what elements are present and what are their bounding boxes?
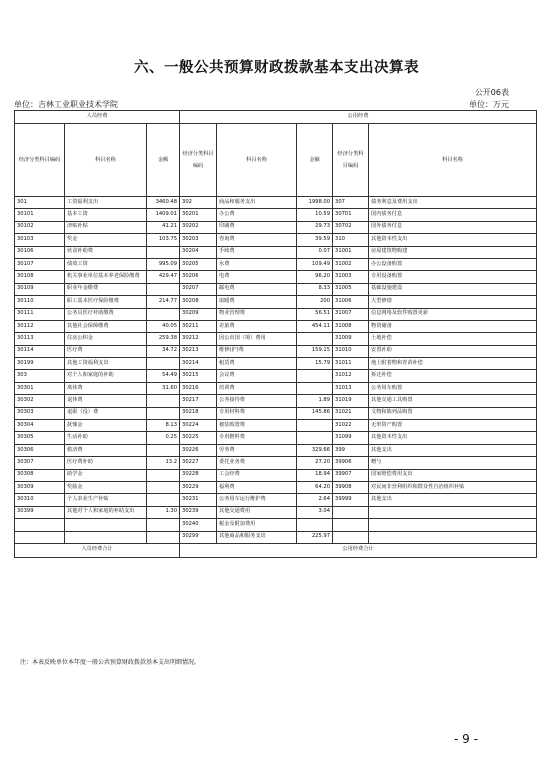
name-cell: 文物和陈列品购置 xyxy=(369,407,537,419)
name-cell: 伙食补助费 xyxy=(65,246,147,258)
amount-cell: 3.04 xyxy=(297,506,333,518)
name-cell: 公务用车购置 xyxy=(369,382,537,394)
code-cell: 30209 xyxy=(180,308,217,320)
name-cell: 其他交通工具购置 xyxy=(369,395,537,407)
table-row xyxy=(15,407,537,419)
code-cell: 30308 xyxy=(15,469,65,481)
amount-cell xyxy=(297,420,333,432)
amount-cell xyxy=(147,444,180,456)
amount-cell: 214.77 xyxy=(147,296,180,308)
name-cell: 住房公积金 xyxy=(65,333,147,345)
header-name: 科目名称 xyxy=(65,124,147,197)
name-cell: 物业管理费 xyxy=(217,308,297,320)
code-cell: 31099 xyxy=(333,432,369,444)
expenditure-table xyxy=(14,110,537,558)
name-cell: 医疗费 xyxy=(65,345,147,357)
name-cell: 债务利息及费用支出 xyxy=(369,197,537,209)
amount-cell xyxy=(147,519,180,531)
code-cell: 31011 xyxy=(333,358,369,370)
code-cell: 30114 xyxy=(15,345,65,357)
code-cell: 30218 xyxy=(180,407,217,419)
amount-cell: 0.25 xyxy=(147,432,180,444)
code-cell: 30228 xyxy=(180,469,217,481)
code-cell: 301 xyxy=(15,197,65,209)
name-cell: 物资储备 xyxy=(369,320,537,332)
code-cell: 30224 xyxy=(180,420,217,432)
table-body xyxy=(15,197,537,544)
code-cell: 30199 xyxy=(15,358,65,370)
name-cell: 其他资本性支出 xyxy=(369,432,537,444)
code-cell: 31012 xyxy=(333,370,369,382)
name-cell: 职工基本医疗保险缴费 xyxy=(65,296,147,308)
amount-cell: 27.20 xyxy=(297,457,333,469)
amount-cell: 454.11 xyxy=(297,320,333,332)
amount-cell xyxy=(147,494,180,506)
amount-cell xyxy=(297,519,333,531)
name-cell: 津贴补贴 xyxy=(65,221,147,233)
table-row xyxy=(15,469,537,481)
name-cell: 奖金 xyxy=(65,234,147,246)
code-cell: 31010 xyxy=(333,345,369,357)
amount-cell: 96.20 xyxy=(297,271,333,283)
public-header: 公用经费 xyxy=(180,111,537,124)
name-cell: 对个人和家庭的补助 xyxy=(65,370,147,382)
name-cell: 公务接待费 xyxy=(217,395,297,407)
code-cell: 30702 xyxy=(333,221,369,233)
name-cell xyxy=(369,506,537,518)
amount-cell: 995.09 xyxy=(147,258,180,270)
table-row xyxy=(15,494,537,506)
name-cell: 工资福利支出 xyxy=(65,197,147,209)
name-cell: 邮电费 xyxy=(217,283,297,295)
name-cell: 手续费 xyxy=(217,246,297,258)
name-cell: 退职（役）费 xyxy=(65,407,147,419)
code-cell: 307 xyxy=(333,197,369,209)
name-cell: 国外债务付息 xyxy=(369,221,537,233)
amount-cell: 64.20 xyxy=(297,481,333,493)
name-cell: 国内债务付息 xyxy=(369,209,537,221)
amount-cell: 225.97 xyxy=(297,531,333,543)
code-cell: 30304 xyxy=(15,420,65,432)
amount-cell xyxy=(147,395,180,407)
name-cell: 公务员医疗补助缴费 xyxy=(65,308,147,320)
code-cell: 39908 xyxy=(333,481,369,493)
code-cell: 31001 xyxy=(333,246,369,258)
amount-cell: 1.89 xyxy=(297,395,333,407)
code-cell: 30102 xyxy=(15,221,65,233)
code-cell: 30108 xyxy=(15,271,65,283)
amount-cell: 54.49 xyxy=(147,370,180,382)
amount-cell xyxy=(147,246,180,258)
code-cell: 30212 xyxy=(180,333,217,345)
code-cell xyxy=(333,506,369,518)
table-row xyxy=(15,519,537,531)
table-row xyxy=(15,308,537,320)
amount-cell xyxy=(147,308,180,320)
name-cell: 赠与 xyxy=(369,457,537,469)
code-cell xyxy=(15,519,65,531)
name-cell: 国家赔偿费用支出 xyxy=(369,469,537,481)
code-cell: 30113 xyxy=(15,333,65,345)
code-cell: 30217 xyxy=(180,395,217,407)
code-cell: 30207 xyxy=(180,283,217,295)
code-cell: 30309 xyxy=(15,481,65,493)
code-cell: 30107 xyxy=(15,258,65,270)
code-cell: 30101 xyxy=(15,209,65,221)
amount-cell: 259.38 xyxy=(147,333,180,345)
name-cell: 房屋建筑物购建 xyxy=(369,246,537,258)
amount-cell xyxy=(297,432,333,444)
amount-cell: 13.2 xyxy=(147,457,180,469)
amount-cell xyxy=(147,407,180,419)
name-cell xyxy=(65,531,147,543)
name-cell: 取暖费 xyxy=(217,296,297,308)
code-cell xyxy=(15,531,65,543)
code-cell: 303 xyxy=(15,370,65,382)
header-amount: 金额 xyxy=(297,124,333,197)
name-cell: 拆迁补偿 xyxy=(369,370,537,382)
amount-cell: 39.59 xyxy=(297,234,333,246)
code-cell: 30110 xyxy=(15,296,65,308)
name-cell: 助学金 xyxy=(65,469,147,481)
code-cell: 30229 xyxy=(180,481,217,493)
header-name: 科目名称 xyxy=(217,124,297,197)
name-cell: 地上附着物和青苗补偿 xyxy=(369,358,537,370)
code-cell: 31007 xyxy=(333,308,369,320)
amount-cell: 200 xyxy=(297,296,333,308)
table-row xyxy=(15,234,537,246)
name-cell: 工会经费 xyxy=(217,469,297,481)
name-cell: 离休费 xyxy=(65,382,147,394)
table-row xyxy=(15,197,537,209)
name-cell: 被装购置费 xyxy=(217,420,297,432)
table-row xyxy=(15,296,537,308)
amount-cell: 40.05 xyxy=(147,320,180,332)
code-cell: 39999 xyxy=(333,494,369,506)
name-cell: 公务用车运行维护费 xyxy=(217,494,297,506)
amount-cell xyxy=(147,283,180,295)
code-cell: 31019 xyxy=(333,395,369,407)
name-cell: 医疗费补助 xyxy=(65,457,147,469)
name-cell: 专用燃料费 xyxy=(217,432,297,444)
code-cell: 39906 xyxy=(333,457,369,469)
code-cell: 30240 xyxy=(180,519,217,531)
amount-cell: 18.94 xyxy=(297,469,333,481)
amount-cell: 34.72 xyxy=(147,345,180,357)
name-cell: 会议费 xyxy=(217,370,297,382)
name-cell: 其他交通费用 xyxy=(217,506,297,518)
name-cell: 对民间非营利组织和群众性自治组织补贴 xyxy=(369,481,537,493)
amount-cell: 56.51 xyxy=(297,308,333,320)
name-cell: 其他支出 xyxy=(369,494,537,506)
amount-cell: 0.07 xyxy=(297,246,333,258)
currency-unit: 单位：万元 xyxy=(469,100,509,109)
code-cell: 30213 xyxy=(180,345,217,357)
code-cell: 31006 xyxy=(333,296,369,308)
table-row xyxy=(15,506,537,518)
header-code: 经济分类科目编码 xyxy=(15,124,65,197)
code-cell: 31003 xyxy=(333,271,369,283)
name-cell: 大型修缮 xyxy=(369,296,537,308)
amount-cell: 109.49 xyxy=(297,258,333,270)
code-cell: 31022 xyxy=(333,420,369,432)
name-cell: 基础设施建设 xyxy=(369,283,537,295)
name-cell: 印刷费 xyxy=(217,221,297,233)
code-cell: 30239 xyxy=(180,506,217,518)
code-cell: 30103 xyxy=(15,234,65,246)
table-row xyxy=(15,358,537,370)
name-cell: 退休费 xyxy=(65,395,147,407)
code-cell: 30227 xyxy=(180,457,217,469)
name-cell: 土地补偿 xyxy=(369,333,537,345)
amount-cell: 145.86 xyxy=(297,407,333,419)
code-cell: 31008 xyxy=(333,320,369,332)
amount-cell xyxy=(147,481,180,493)
code-cell: 30211 xyxy=(180,320,217,332)
name-cell: 因公出国（境）费用 xyxy=(217,333,297,345)
name-cell: 抚恤金 xyxy=(65,420,147,432)
code-cell: 30109 xyxy=(15,283,65,295)
amount-cell xyxy=(297,333,333,345)
code-cell: 30226 xyxy=(180,444,217,456)
name-cell: 其他社会保障缴费 xyxy=(65,320,147,332)
name-cell: 专用设备购置 xyxy=(369,271,537,283)
table-row xyxy=(15,283,537,295)
code-cell: 31013 xyxy=(333,382,369,394)
code-cell: 31005 xyxy=(333,283,369,295)
name-cell: 办公费 xyxy=(217,209,297,221)
code-cell: 30306 xyxy=(15,444,65,456)
code-cell: 302 xyxy=(180,197,217,209)
reporting-unit: 单位：吉林工业职业技术学院 xyxy=(14,100,118,109)
name-cell: 个人农业生产补贴 xyxy=(65,494,147,506)
name-cell xyxy=(369,519,537,531)
name-cell: 委托业务费 xyxy=(217,457,297,469)
personnel-header: 人员经费 xyxy=(15,111,180,124)
table-row xyxy=(15,382,537,394)
code-cell: 31009 xyxy=(333,333,369,345)
table-row xyxy=(15,333,537,345)
code-cell: 30225 xyxy=(180,432,217,444)
table-row xyxy=(15,221,537,233)
amount-cell xyxy=(147,531,180,543)
table-row xyxy=(15,320,537,332)
form-number: 公开06表 xyxy=(474,88,509,97)
code-cell: 310 xyxy=(333,234,369,246)
name-cell: 生活补助 xyxy=(65,432,147,444)
page-title: 六、一般公共预算财政拨款基本支出决算表 xyxy=(134,60,419,76)
code-cell: 30111 xyxy=(15,308,65,320)
name-cell: 税金及附加费用 xyxy=(217,519,297,531)
code-cell: 30305 xyxy=(15,432,65,444)
amount-cell: 103.75 xyxy=(147,234,180,246)
amount-cell: 2.64 xyxy=(297,494,333,506)
table-row xyxy=(15,258,537,270)
name-cell: 维修(护)费 xyxy=(217,345,297,357)
name-cell: 咨询费 xyxy=(217,234,297,246)
name-cell: 培训费 xyxy=(217,382,297,394)
name-cell: 机关事业单位基本养老保险缴费 xyxy=(65,271,147,283)
code-cell: 30231 xyxy=(180,494,217,506)
table-row xyxy=(15,395,537,407)
name-cell: 电费 xyxy=(217,271,297,283)
amount-cell xyxy=(297,382,333,394)
code-cell: 39907 xyxy=(333,469,369,481)
code-cell: 30307 xyxy=(15,457,65,469)
page-number: - 9 - xyxy=(454,732,478,746)
amount-cell xyxy=(297,370,333,382)
name-cell: 其他资本性支出 xyxy=(369,234,537,246)
amount-cell: 15.79 xyxy=(297,358,333,370)
header-amount: 金额 xyxy=(147,124,180,197)
name-cell: 无形资产购置 xyxy=(369,420,537,432)
code-cell: 399 xyxy=(333,444,369,456)
name-cell: 安置补助 xyxy=(369,345,537,357)
name-cell: 救济费 xyxy=(65,444,147,456)
amount-cell: 8.33 xyxy=(297,283,333,295)
amount-cell: 41.21 xyxy=(147,221,180,233)
name-cell: 奖励金 xyxy=(65,481,147,493)
amount-cell: 429.47 xyxy=(147,271,180,283)
name-cell: 绩效工资 xyxy=(65,258,147,270)
code-cell: 30106 xyxy=(15,246,65,258)
code-cell: 31021 xyxy=(333,407,369,419)
amount-cell: 159.15 xyxy=(297,345,333,357)
amount-cell xyxy=(147,469,180,481)
name-cell xyxy=(369,531,537,543)
table-row xyxy=(15,444,537,456)
table-row xyxy=(15,345,537,357)
amount-cell: 29.73 xyxy=(297,221,333,233)
amount-cell: 1.30 xyxy=(147,506,180,518)
code-cell: 30205 xyxy=(180,258,217,270)
name-cell: 福利费 xyxy=(217,481,297,493)
amount-cell: 3460.48 xyxy=(147,197,180,209)
amount-cell: 31.60 xyxy=(147,382,180,394)
name-cell xyxy=(65,519,147,531)
amount-cell: 8.13 xyxy=(147,420,180,432)
name-cell: 商品和服务支出 xyxy=(217,197,297,209)
table-row xyxy=(15,457,537,469)
name-cell: 其他对个人和家庭的补助支出 xyxy=(65,506,147,518)
table-row xyxy=(15,246,537,258)
name-cell: 基本工资 xyxy=(65,209,147,221)
name-cell: 差旅费 xyxy=(217,320,297,332)
amount-cell: 1998.00 xyxy=(297,197,333,209)
name-cell: 其他工资福利支出 xyxy=(65,358,147,370)
code-cell: 30301 xyxy=(15,382,65,394)
code-cell: 30202 xyxy=(180,221,217,233)
header-code: 经济分类科目编码 xyxy=(333,124,369,197)
code-cell: 30112 xyxy=(15,320,65,332)
public-total: 公用经费合计 xyxy=(180,543,537,557)
name-cell: 职业年金缴费 xyxy=(65,283,147,295)
code-cell: 31002 xyxy=(333,258,369,270)
code-cell xyxy=(333,519,369,531)
code-cell: 30701 xyxy=(333,209,369,221)
table-row xyxy=(15,432,537,444)
header-name: 科目名称 xyxy=(369,124,537,197)
table-row xyxy=(15,370,537,382)
code-cell: 30204 xyxy=(180,246,217,258)
table-row xyxy=(15,481,537,493)
table-note: 注：本表反映单位本年度一般公共预算财政拨款基本支出明细情况。 xyxy=(20,659,201,666)
header-code: 经济分类科目编码 xyxy=(180,124,217,197)
code-cell: 30201 xyxy=(180,209,217,221)
amount-cell: 10.59 xyxy=(297,209,333,221)
amount-cell: 1409.01 xyxy=(147,209,180,221)
name-cell: 专用材料费 xyxy=(217,407,297,419)
table-row xyxy=(15,209,537,221)
name-cell: 信息网络及软件购置更新 xyxy=(369,308,537,320)
name-cell: 办公设备购置 xyxy=(369,258,537,270)
code-cell: 30299 xyxy=(180,531,217,543)
table-row xyxy=(15,531,537,543)
personnel-total: 人员经费合计 xyxy=(15,543,180,557)
code-cell: 30216 xyxy=(180,382,217,394)
code-cell: 30399 xyxy=(15,506,65,518)
name-cell: 劳务费 xyxy=(217,444,297,456)
code-cell: 30302 xyxy=(15,395,65,407)
amount-cell: 329.66 xyxy=(297,444,333,456)
name-cell: 其他商品和服务支出 xyxy=(217,531,297,543)
name-cell: 租赁费 xyxy=(217,358,297,370)
code-cell: 30203 xyxy=(180,234,217,246)
table-row xyxy=(15,420,537,432)
code-cell: 30310 xyxy=(15,494,65,506)
code-cell: 30215 xyxy=(180,370,217,382)
code-cell xyxy=(333,531,369,543)
table-row xyxy=(15,271,537,283)
code-cell: 30303 xyxy=(15,407,65,419)
code-cell: 30208 xyxy=(180,296,217,308)
code-cell: 30214 xyxy=(180,358,217,370)
code-cell: 30206 xyxy=(180,271,217,283)
amount-cell xyxy=(147,358,180,370)
name-cell: 水费 xyxy=(217,258,297,270)
name-cell: 其他支出 xyxy=(369,444,537,456)
